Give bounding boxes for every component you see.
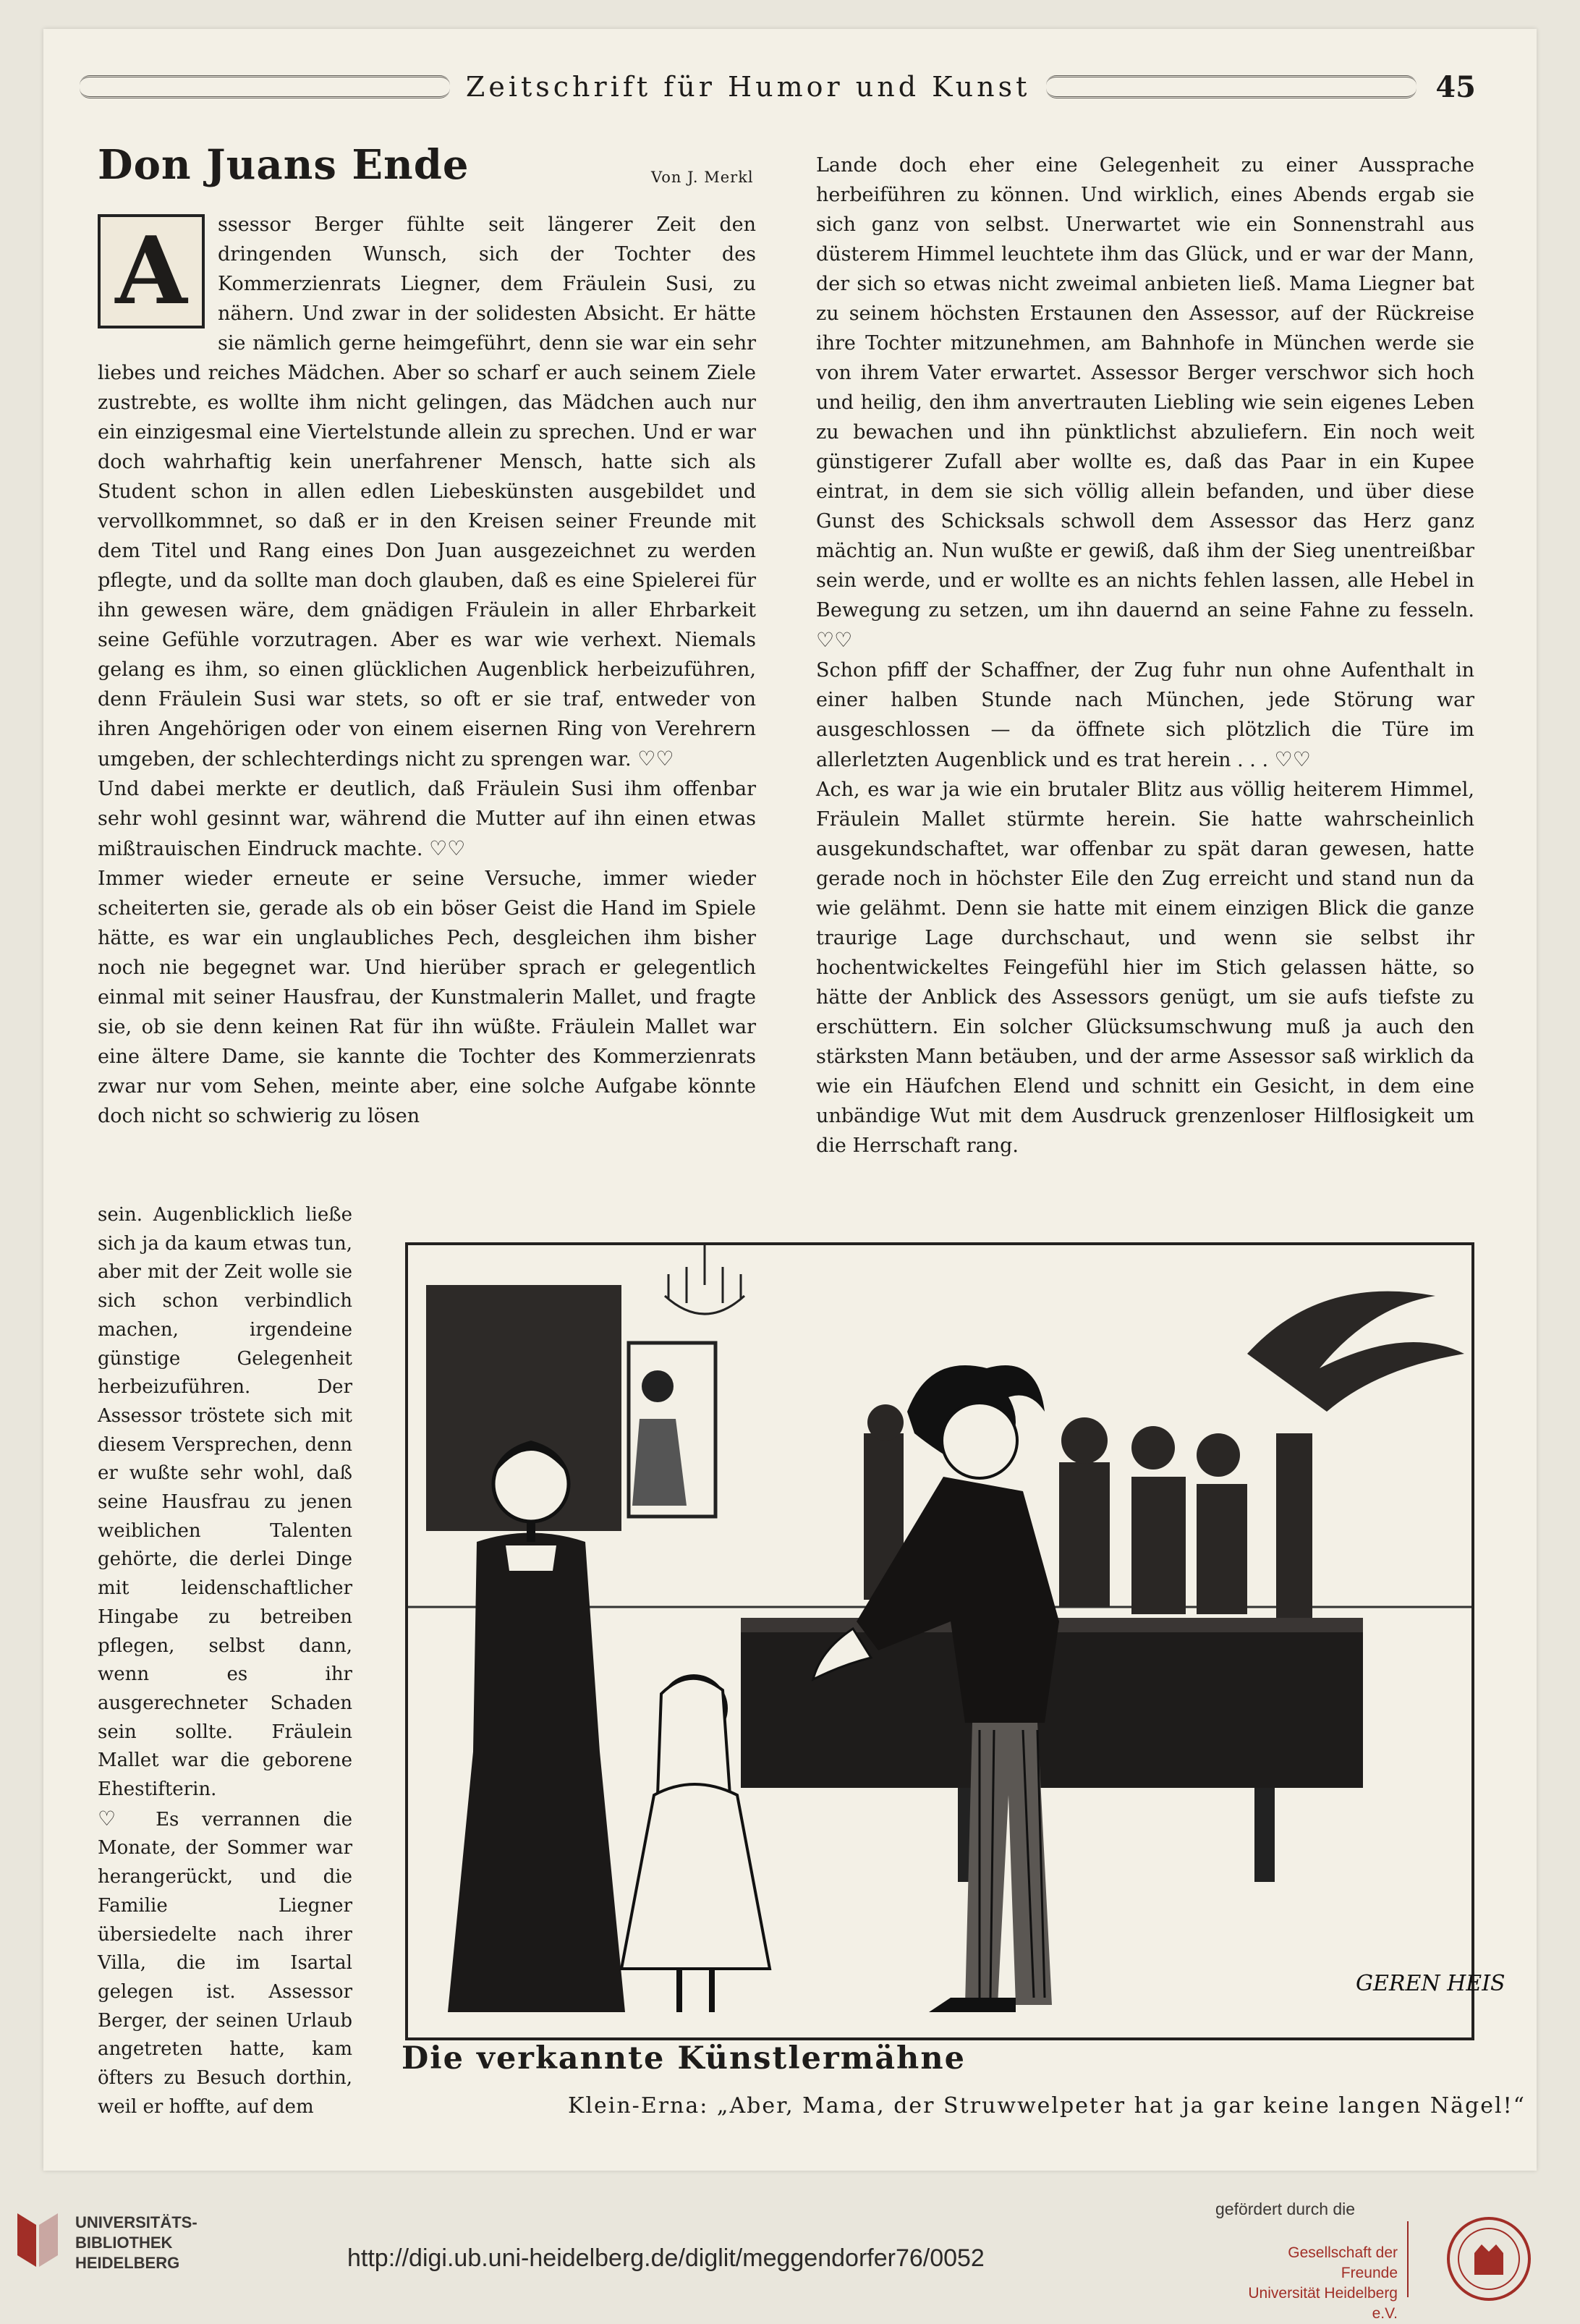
- text-column-narrow: [98, 1201, 352, 2131]
- paragraph: [98, 1201, 352, 1805]
- paragraph-text: Und dabei merkte er deutlich, daß Fräulein Susi ihm offenbar sehr wohl gesinnt war, während die Mutter auf ihn einen etwas mißtrauischen Eindruck machte.: [98, 778, 756, 860]
- caption-text: Klein-Erna: „Aber, Mama, der Struwwelpeter hat ja gar keine langen Nägel!“: [568, 2093, 1526, 2119]
- page-number: 45: [1435, 69, 1476, 104]
- article-byline: Von J. Merkl: [651, 169, 754, 186]
- header-ornament-left: [80, 75, 450, 98]
- ornament-hearts: ♡♡: [637, 747, 674, 771]
- cartoon-illustration: [405, 1242, 1505, 2040]
- drop-cap: A: [98, 214, 205, 328]
- paragraph: [816, 150, 1474, 656]
- paragraph: [98, 864, 756, 1131]
- paragraph-text: Schon pfiff der Schaffner, der Zug fuhr nun ohne Aufenthalt in einer halben Stunde nach München, jede Störung war ausgeschlossen — da öffnete sich plötzlich die Türe im allerletzten Augenblick und es trat herein . . .: [816, 659, 1474, 771]
- ornament-hearts: ♡♡: [816, 628, 853, 652]
- library-name: [75, 2213, 198, 2273]
- library-name-line: UNIVERSITÄTS-: [75, 2213, 198, 2231]
- artist-signature: GEREN HEIS: [1356, 1971, 1505, 1996]
- paragraph: [816, 775, 1474, 1161]
- ornament-hearts: ♡♡: [1274, 747, 1311, 771]
- funded-by-label: gefördert durch die: [1215, 2200, 1356, 2218]
- library-name-line: HEIDELBERG: [75, 2254, 180, 2272]
- society-name-line: Gesellschaft der Freunde: [1288, 2244, 1398, 2281]
- footer-divider: [1407, 2221, 1409, 2297]
- society-name: [1230, 2243, 1398, 2324]
- digitization-footer: [0, 2178, 1580, 2322]
- header-ornament-right: [1046, 75, 1417, 98]
- article-title: Don Juans Ende: [98, 141, 470, 189]
- university-seal-icon: [1445, 2215, 1532, 2302]
- caption-title: Die verkannte Künstlermähne: [402, 2040, 966, 2077]
- society-name-line: Universität Heidelberg e.V.: [1248, 2285, 1398, 2322]
- running-header: [80, 59, 1476, 114]
- text-column-left: [98, 210, 756, 1197]
- journal-title: Zeitschrift für Humor und Kunst: [465, 71, 1031, 103]
- paragraph-text: ssessor Berger fühlte seit längerer Zeit den dringenden Wunsch, sich der Tochter des Kommerzienrats Liegner, dem Fräulein Susi, zu nähern. Und zwar in der solidesten Absicht. Er hätte sie nämlich gerne heimgeführt, denn sie war ein sehr liebes und reiches Mädchen. Aber so scharf er auch seinem Ziele zustrebte, es wollte ihm nicht gelingen, das Mädchen auch nur ein einzigesmal eine Viertelstunde allein zu sprechen. Und er war doch wahrhaftig kein unerfahrener Mensch, hatte sich als Student schon in allen edlen Liebeskünsten ausgebildet und vervollkommnet, so daß er in den Kreisen seiner Freunde mit dem Titel und Rang eines Don Juan ausgezeichnet zu werden pflegte, und da sollte man doch glauben, daß es eine Spielerei für ihn gewesen wäre, dem gnädigen Fräulein in aller Ehrbarkeit seine Gefühle vorzutragen. Aber es war wie verhext. Niemals gelang es ihm, so einen glücklichen Augenblick herbeizuführen, denn Fräulein Susi war stets, so oft er sie traf, entweder von ihren Angehörigen oder von einem eisernen Ring von Verehrern umgeben, der schlechterdings nicht zu sprengen war.: [98, 213, 756, 771]
- paragraph: [98, 1805, 352, 2122]
- paragraph-text: Lande doch eher eine Gelegenheit zu einer Aussprache herbeiführen zu können. Und wirklich, eines Abends ergab sie sich ganz von selbst. Unerwartet wie ein Sonnenstrahl aus düsterem Himmel leuchtete ihm das Glück, und er war der Mann, der sich so etwas nicht zweimal anbieten ließ. Mama Liegner bat zu seinem höchsten Erstaunen den Assessor, auf der Rückreise ihre Tochter mitzunehmen, am Bahnhofe in München werde sie von ihrem Vater erwartet. Assessor Berger verschwor sich hoch und heilig, den ihm anvertrauten Liebling wie sein eigenes Leben zu bewachen und ihn pünktlichst abzuliefern. Ein noch weit günstigerer Zufall aber wollte es, daß das Paar in ein Kupee eintrat, in dem sie sich völlig allein befanden, und über diese Gunst des Schicksals schwoll dem Assessor das Herz ganz mächtig an. Nun wußte er gewiß, daß ihm der Sieg unentreißbar sein werde, und er wollte es an nichts fehlen lassen, alle Hebel in Bewegung zu setzen, um ihn dauernd an seine Fahne zu fesseln.: [816, 154, 1474, 622]
- library-logo-icon: [14, 2210, 61, 2270]
- ornament-heart: ♡: [98, 1806, 133, 1831]
- library-name-line: BIBLIOTHEK: [75, 2234, 173, 2252]
- permalink-url[interactable]: http://digi.ub.uni-heidelberg.de/diglit/meggendorfer76/0052: [347, 2244, 985, 2272]
- paragraph: [816, 656, 1474, 775]
- ornament-hearts: ♡♡: [429, 836, 466, 860]
- paragraph-text: Immer wieder erneute er seine Versuche, immer wieder scheiterten sie, gerade als ob ein böser Geist die Hand im Spiele hätte, es war ein unglaubliches Pech, desgleichen ihm bisher noch nie begegnet war. Und hierüber sprach er gelegentlich einmal mit seiner Hausfrau, der Kunstmalerin Mallet, und fragte sie, ob sie denn keinen Rat für ihn wüßte. Fräulein Mallet war eine ältere Dame, sie kannte die Tochter des Kommerzienrats zwar nur vom Sehen, meinte aber, eine solche Aufgabe könnte doch nicht so schwierig zu lösen: [98, 868, 756, 1127]
- paragraph-text: sein. Augenblicklich ließe sich ja da kaum etwas tun, aber mit der Zeit wolle sie sich schon verbindlich machen, irgendeine günstige Gelegenheit herbeizuführen. Der Assessor tröstete sich mit diesem Versprechen, denn er wußte sehr wohl, daß seine Hausfrau zu jenen weiblichen Talenten gehörte, die derlei Dinge mit leidenschaftlicher Hingabe zu betreiben pflegen, selbst dann, wenn es ihr ausgerechneter Schaden sein sollte. Fräulein Mallet war die geborene Ehestifterin.: [98, 1204, 352, 1801]
- text-column-right: [816, 150, 1474, 1196]
- paragraph-text: Ach, es war ja wie ein brutaler Blitz aus völlig heiterem Himmel, Fräulein Mallet stürmte herein. Sie hatte wahrscheinlich ausgekundschaftet, war offenbar zu spät daran gewesen, hatte gerade noch in höchster Eile den Zug erreicht und stand nun da wie gelähmt. Denn sie hatte mit einem einzigen Blick die ganze traurige Lage durchschaut, und wenn sie selbst ihr hochentwickeltes Feingefühl hier im Stich gelassen hätte, so hätte der Anblick des Assessors genügt, um sie aufs tiefste zu erschüttern. Ein solcher Glücksumschwung muß ja auch den stärksten Mann betäuben, und der arme Assessor saß wirklich da wie ein Häufchen Elend und schnitt ein Gesicht, in dem eine unbändige Wut mit dem Ausdruck grenzenloser Hilflosigkeit um die Herrschaft rang.: [816, 779, 1474, 1157]
- cartoon-drawing: [408, 1245, 1505, 2037]
- paragraph: [98, 774, 756, 864]
- paragraph-text: Es verrannen die Monate, der Sommer war herangerückt, und die Familie Liegner übersiedelte nach ihrer Villa, die im Isartal gelegen ist. Assessor Berger, der seinen Urlaub angetreten hatte, kam öfters zu Besuch dorthin, weil er hoffte, auf dem: [98, 1808, 352, 2118]
